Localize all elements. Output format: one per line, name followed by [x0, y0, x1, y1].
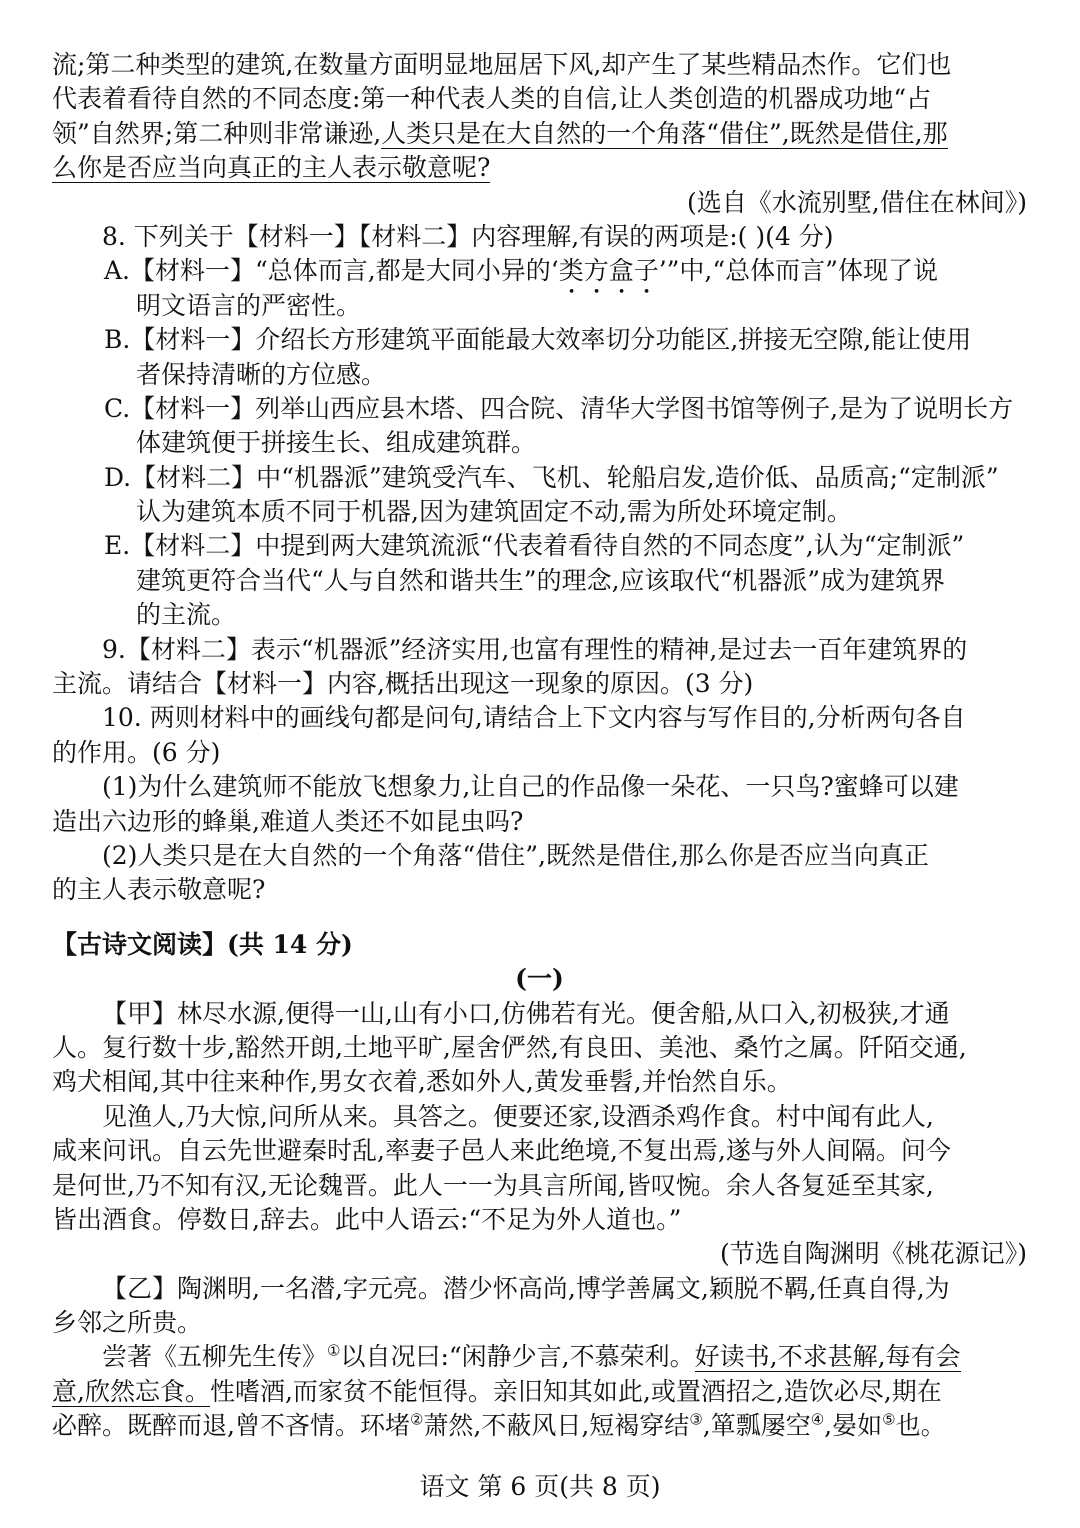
footnote-marker: ④: [810, 1410, 825, 1429]
underlined-sentence: 好读书,不求甚解,每有会: [694, 1342, 961, 1372]
question-10: [52, 701, 1027, 907]
footnote-marker: ①: [327, 1342, 341, 1361]
text-line: [52, 151, 1027, 185]
sub-question-1-cont: 造出六边形的蜂巢,难道人类还不如昆虫吗?: [52, 806, 524, 836]
option-b: B.【材料一】介绍长方形建筑平面能最大效率切分功能区,拼接无空隙,能让使用: [104, 325, 972, 355]
footnote-marker: ②: [409, 1410, 424, 1429]
text-line: 尝著《五柳先生传》①以自况曰:“闲静少言,不慕荣利。好读书,不求甚解,每有会: [102, 1342, 961, 1372]
section-title: 【古诗文阅读】(共 14 分): [52, 929, 353, 959]
text-line: 人。复行数十步,豁然开朗,土地平旷,屋舍俨然,有良田、美池、桑竹之属。阡陌交通,: [52, 1032, 967, 1062]
option-d-cont: 认为建筑本质不同于机器,因为建筑固定不动,需为所处环境定制。: [136, 497, 852, 527]
option-b-cont: 者保持清晰的方位感。: [136, 359, 387, 389]
material-two-ending: [52, 48, 1027, 220]
sub-question-1: (1)为什么建筑师不能放飞想象力,让自己的作品像一朵花、一只鸟?蜜蜂可以建: [102, 772, 959, 802]
footnote-marker: ③: [689, 1410, 703, 1429]
passage-yi: [52, 1272, 1027, 1444]
text-line: 乡邻之所贵。: [52, 1308, 203, 1338]
text-line: 见渔人,乃大惊,问所从来。具答之。便要还家,设酒杀鸡作食。村中闻有此人,: [102, 1101, 934, 1131]
question-stem-cont: 主流。请结合【材料一】内容,概括出现这一现象的原因。(3 分): [52, 669, 754, 699]
text-line: 领”自然界;第二种则非常谦逊,人类只是在大自然的一个角落“借住”,既然是借住,那: [52, 118, 948, 148]
text-line: 意,欣然忘食。性嗜酒,而家贫不能恒得。亲旧知其如此,或置酒招之,造饮必尽,期在: [52, 1376, 942, 1406]
option-c-cont: 体建筑便于拼接生长、组成建筑群。: [136, 428, 537, 458]
option-d: D.【材料二】中“机器派”建筑受汽车、飞机、轮船启发,造价低、品质高;“定制派”: [104, 462, 999, 492]
emphasized-term: 类方盒子: [558, 256, 659, 286]
text-line: 咸来问讯。自云先世避秦时乱,率妻子邑人来此绝境,不复出焉,遂与外人间隔。问今: [52, 1136, 951, 1166]
option-e-cont: 的主流。: [136, 600, 237, 630]
part-heading: (一): [515, 964, 564, 994]
footnote-marker: ⑤: [882, 1410, 896, 1429]
question-9: [52, 633, 1027, 702]
option-a-cont: 明文语言的严密性。: [136, 290, 362, 320]
page-footer: 语文 第 6 页(共 8 页): [419, 1472, 661, 1501]
option-e: E.【材料二】中提到两大建筑流派“代表着看待自然的不同态度”,认为“定制派”: [104, 531, 965, 561]
source-citation: (节选自陶渊明《桃花源记》): [719, 1239, 1027, 1269]
underlined-sentence: 意,欣然忘食。: [52, 1376, 210, 1406]
text-line: 鸡犬相闻,其中往来种作,男女衣着,悉如外人,黄发垂髫,并怡然自乐。: [52, 1067, 792, 1097]
source-citation: (选自《水流别墅,借住在林间》): [687, 187, 1027, 217]
exam-page: [52, 48, 1027, 1444]
question-stem: 8. 下列关于【材料一】【材料二】内容理解,有误的两项是:( )(4 分): [102, 221, 834, 251]
question-stem: 9.【材料二】表示“机器派”经济实用,也富有理性的精神,是过去一百年建筑界的: [102, 634, 968, 664]
text-line: 代表着看待自然的不同态度:第一种代表人类的自信,让人类创造的机器成功地“占: [52, 84, 932, 114]
option-c: C.【材料一】列举山西应县木塔、四合院、清华大学图书馆等例子,是为了说明长方: [104, 393, 1014, 423]
text-line: 流;第二种类型的建筑,在数量方面明显地屈居下风,却产生了某些精品杰作。它们也: [52, 50, 952, 79]
underlined-question: 人类只是在大自然的一个角落“借住”,既然是借住,那: [381, 118, 948, 148]
question-8: [52, 220, 1027, 633]
text-line: 是何世,乃不知有汉,无论魏晋。此人一一为具言所闻,皆叹惋。余人各复延至其家,: [52, 1170, 934, 1200]
text-line: 必醉。既醉而退,曾不吝情。环堵②萧然,不蔽风日,短褐穿结③,箪瓢屡空④,晏如⑤也。: [52, 1410, 946, 1441]
text-line: 【乙】陶渊明,一名潜,字元亮。潜少怀高尚,博学善属文,颖脱不羁,任真自得,为: [102, 1273, 950, 1303]
text-line: 【甲】林尽水源,便得一山,山有小口,仿佛若有光。便舍船,从口入,初极狭,才通: [102, 998, 950, 1028]
option-a: A.【材料一】“总体而言,都是大同小异的‘类方盒子’”中,“总体而言”体现了说: [104, 256, 938, 286]
question-stem-cont: 的作用。(6 分): [52, 737, 221, 767]
option-e-cont: 建筑更符合当代“人与自然和谐共生”的理念,应该取代“机器派”成为建筑界: [136, 565, 946, 595]
question-stem: 10. 两则材料中的画线句都是问句,请结合上下文内容与写作目的,分析两句各自: [102, 703, 966, 733]
underlined-question: 么你是否应当向真正的主人表示敬意呢?: [52, 153, 491, 183]
sub-question-2: (2)人类只是在大自然的一个角落“借住”,既然是借住,那么你是否应当向真正: [102, 840, 929, 870]
sub-question-2-cont: 的主人表示敬意呢?: [52, 875, 266, 905]
text-line: 皆出酒食。停数日,辞去。此中人语云:“不足为外人道也。”: [52, 1204, 682, 1234]
passage-jia: [52, 997, 1027, 1272]
